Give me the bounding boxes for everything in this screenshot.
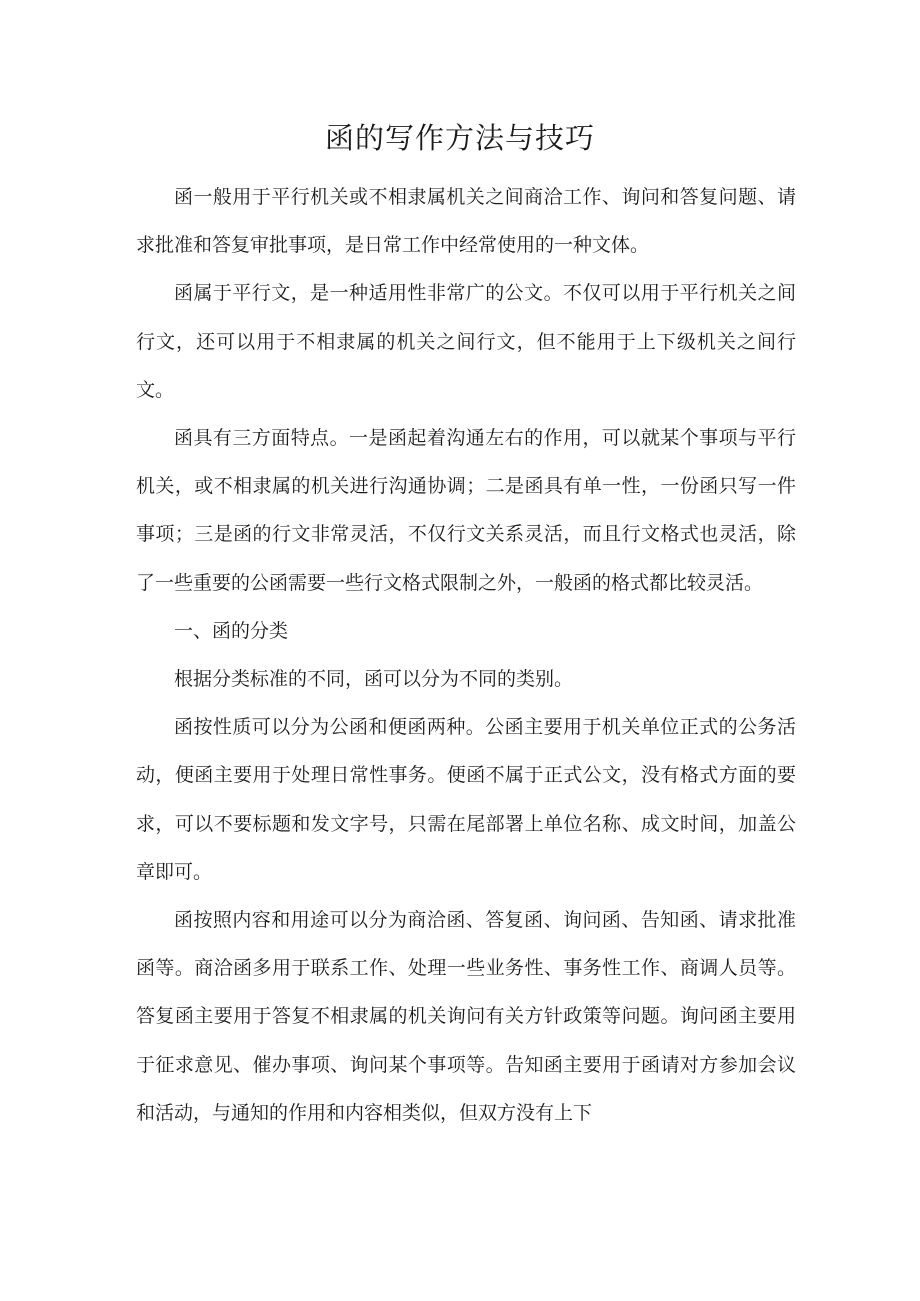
document-body bbox=[136, 173, 796, 1137]
paragraph-by-content: 函按照内容和用途可以分为商洽函、答复函、询问函、告知函、请求批准函等。商洽函多用于联系工作、处理一些业务性、事务性工作、商调人员等。答复函主要用于答复不相隶属的机关询问有关方针政策等问题。询问函主要用于征求意见、催办事项、询问某个事项等。告知函主要用于函请对方参加会议和活动，与通知的作用和内容相类似，但双方没有上下 bbox=[136, 909, 796, 1124]
paragraph-nature: 函属于平行文，是一种适用性非常广的公文。不仅可以用于平行机关之间行文，还可以用于不相隶属的机关之间行文，但不能用于上下级机关之间行文。 bbox=[136, 282, 796, 401]
paragraph-features: 函具有三方面特点。一是函起着沟通左右的作用，可以就某个事项与平行机关，或不相隶属的机关进行沟通协调；二是函具有单一性，一份函只写一件事项；三是函的行文非常灵活，不仅行文关系灵活，而且行文格式也灵活，除了一些重要的公函需要一些行文格式限制之外，一般函的格式都比较灵活。 bbox=[136, 427, 796, 594]
paragraph-by-nature: 函按性质可以分为公函和便函两种。公函主要用于机关单位正式的公务活动，便函主要用于处理日常性事务。便函不属于正式公文，没有格式方面的要求，可以不要标题和发文字号，只需在尾部署上单位名称、成文时间，加盖公章即可。 bbox=[136, 716, 796, 883]
section-heading-classification: 一、函的分类 bbox=[174, 619, 289, 642]
paragraph-intro: 函一般用于平行机关或不相隶属机关之间商洽工作、询问和答复问题、请求批准和答复审批事项，是日常工作中经常使用的一种文体。 bbox=[136, 186, 796, 257]
paragraph-classification-intro: 根据分类标准的不同，函可以分为不同的类别。 bbox=[174, 668, 574, 691]
document-title: 函的写作方法与技巧 bbox=[324, 121, 595, 155]
